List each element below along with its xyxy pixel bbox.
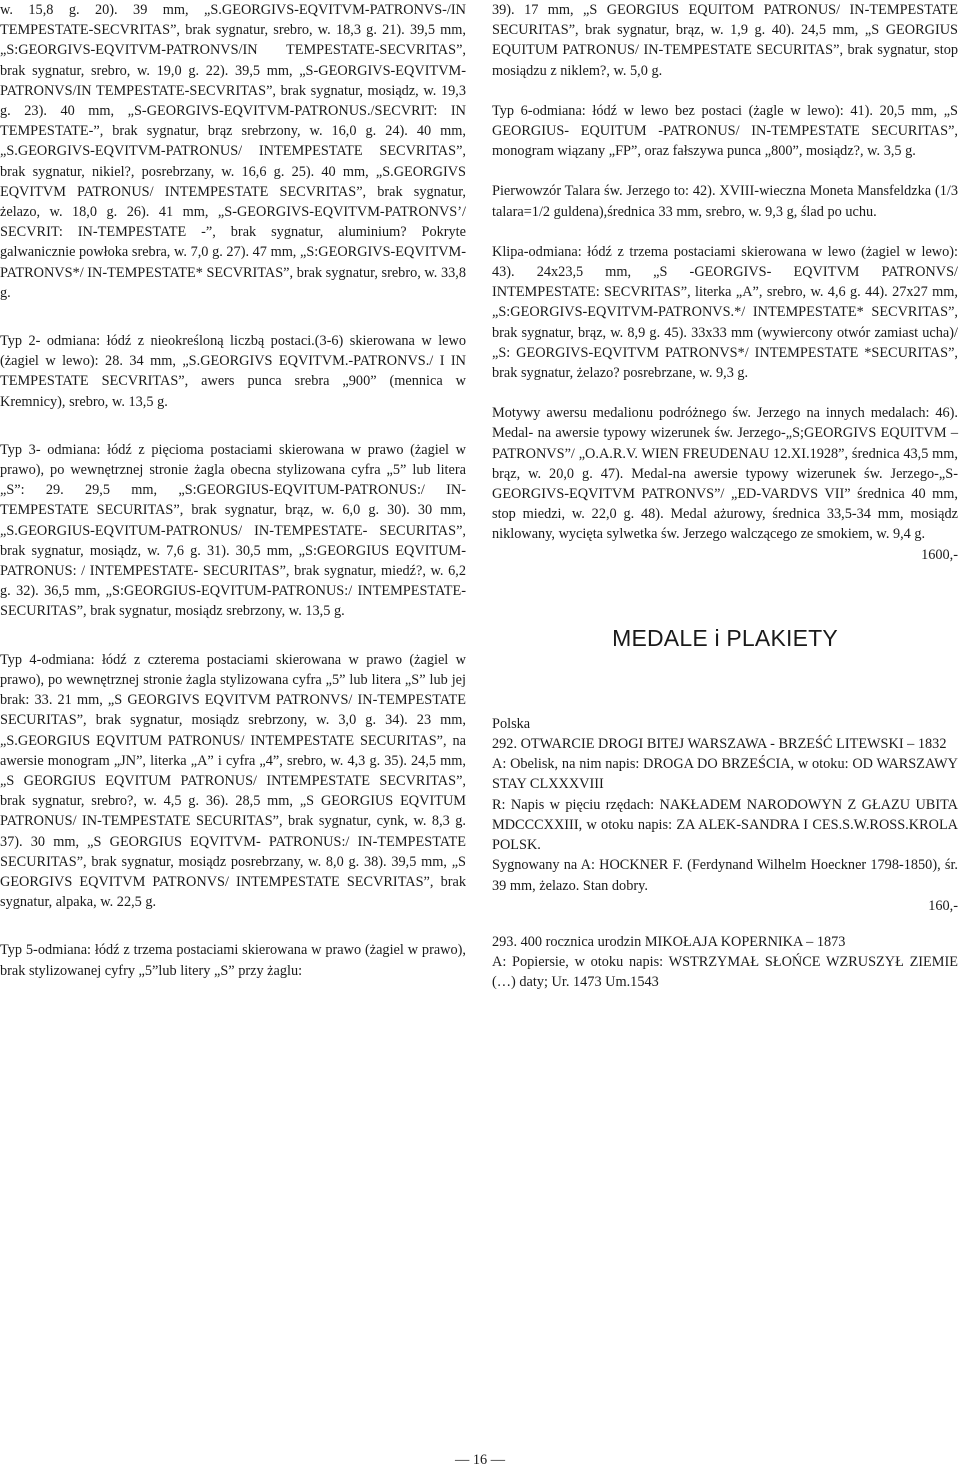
typ2-paragraph: Typ 2- odmiana: łódź z nieokreśloną liczbą postaci.(3-6) skierowana w lewo (żagiel w lewo): 28. 34 mm, „S.GEORGIVS EQVITVM.-PATRONVS./ I IN TEMPESTATE SECVRITAS”, awers punca srebra „900” (mennica w Kremnicy), srebro, w. 13,5 g. [0, 333, 466, 410]
item-292-reverse: R: Napis w pięciu rzędach: NAKŁADEM NARODOWYN Z GŁAZU UBITA MDCCCXXIII, w otoku napis: ZA ALEK-SANDRA I CES.S.W.ROSS.KROLA POLSK. [492, 796, 958, 854]
left-intro-paragraph: w. 15,8 g. 20). 39 mm, „S.GEORGIVS-EQVITVM-PATRONVS-/IN TEMPESTATE-SECVRITAS”, brak sygnatur, srebro, w. 18,3 g. 21). 39,5 mm, „S:GEORGIVS-EQVITVM-PATRONVS/IN TEMPESTATE-SECVRITAS”, brak sygnatur, srebro, w. 19,0 g. 22). 39,5 mm, „S-GEORGIVS-EQVITVM-PATRONVS/IN TEMPESTATE-SECVRITAS”, brak sygnatur, mosiądz, w. 19,3 g. 23). 40 mm, „S-GEORGIVS-EQVITVM-PATRONUS./SECVRIT: IN TEMPESTATE-”, brak sygnatur, brąz srebrzony, w. 16,0 g. 24). 40 mm, „S.GEORGIVS-EQVITVM-PATRONUS/ INTEMPESTATE SECVRITAS”, brak sygnatur, nikiel?, posrebrzany, w. 16,6 g. 25). 40 mm, „S.GEORGIVS EQVITVM PATRONUS/ INTEMPESTATE SECVRITAS”, brak sygnatur, żelazo, w. 18,0 g. 26). 41 mm, „S-GEORGIVS-EQVITVM-PATRONVS’/ SECVRIT: IN-TEMPESTATE -”, brak sygnatur, aluminium? Pokryte galwanicznie powłoka srebra, w. 7,0 g. 27). 47 mm, „S:GEORGIVS-EQVITVM-PATRONVS*/ IN-TEMPESTATE* SECVRITAS”, brak sygnatur, srebro, w. 33,8 g. [0, 2, 466, 301]
page-footer [0, 1450, 960, 1470]
talar-paragraph: Pierwowzór Talara św. Jerzego to: 42). XVIII-wieczna Moneta Mansfeldzka (1/3 talara=1/2 guldena),średnica 33 mm, srebro, w. 9,3 g, ślad po uchu. [492, 183, 958, 220]
typ3-paragraph: Typ 3- odmiana: łódź z pięcioma postaciami skierowana w prawo (żagiel w prawo), po wewnętrznej stronie żagla obecna stylizowana cyfra „5” lub litera „S”: 29. 29,5 mm, „S:GEORGIUS-EQVITUM-PATRONUS:/ IN-TEMPESTATE SECURITAS”, brak sygnatur, brąz, w. 6,0 g. 30). 30 mm, „S.GEORGIUS-EQVITUM-PATRONUS/ IN-TEMPESTATE- SECURITAS”, brak sygnatur, mosiądz, w. 7,6 g. 31). 30,5 mm, „S:GEORGIUS EQVITUM-PATRONUS: / INTEMPESTATE- SECURITAS”, brak sygnatur, miedź?, w. 6,2 g. 32). 36,5 mm, „S:GEORGIUS-EQVITUM-PATRONUS:/ INTEMPESTATE- SECURITAS”, brak sygnatur, mosiądz srebrzony, w. 13,5 g. [0, 441, 466, 620]
page-number: — 16 — [454, 1452, 506, 1468]
typ6-paragraph: Typ 6-odmiana: łódź w lewo bez postaci (żagle w lewo): 41). 20,5 mm, „S GEORGIUS- EQUITUM -PATRONUS/ IN-TEMPESTATE SECURITAS”, monogram wiązany „FP”, oraz fałszywa punca „800”, mosiądz?, w. 3,5 g. [492, 102, 958, 160]
item-292-obverse: A: Obelisk, na nim napis: DROGA DO BRZEŚCIA, w otoku: OD WARSZAWY STAY CLXXXVIII [492, 756, 958, 793]
typ5-paragraph: Typ 5-odmiana: łódź z trzema postaciami skierowana w prawo (żagiel w prawo), brak stylizowanej cyfry „5”lub litery „S” przy żaglu: [0, 942, 466, 979]
item-293-obverse: A: Popiersie, w otoku napis: WSTRZYMAŁ SŁOŃCE WZRUSZYŁ ZIEMIE (…) daty; Ur. 1473 Um.1543 [492, 954, 958, 991]
right-intro-paragraph: 39). 17 mm, „S GEORGIUS EQUITOM PATRONUS/ IN-TEMPESTATE SECURITAS”, brak sygnatur, brąz, w. 1,9 g. 40). 24,5 mm, „S GEORGIUS EQUITUM PATRONUS/ IN-TEMPESTATE SECURITAS”, brak sygnatur, stop mosiądzu z niklem?, w. 5,0 g. [492, 2, 958, 79]
item-293-title: 293. 400 rocznica urodzin MIKOŁAJA KOPERNIKA – 1873 [492, 933, 846, 950]
right-column [492, 0, 958, 993]
item-292-price: 160,- [928, 897, 958, 914]
typ4-paragraph: Typ 4-odmiana: łódź z czterema postaciami skierowana w prawo (żagiel w prawo), po wewnętrznej stronie żagla stylizowana cyfra „5” lub litera „S” lub jej brak: 33. 21 mm, „S GEORGIVS EQVITVM PATRONVS/ IN-TEMPESTATE SECURITAS”, brak sygnatur, mosiądz srebrzony, w. 3,0 g. 34). 23 mm, „S.GEORGIUS EQVITUM PATRONUS/ INTEMPESTATE SECURITAS”, na awersie monogram „JN”, literka „A” i cyfra „4”, srebro, w. 4,3 g. 35). 24,5 mm, „S GEORGIUS EQVITUM PATRONUS/ INTEMPESTATE SECVRITAS”, brak sygnatur, srebro?, w. 4,5 g. 36). 28,5 mm, „S GEORGIUS EQVITUM PATRONUS/ IN-TEMPESTATE SECURITAS”, brak sygnatur, cynk, w. 8,3 g. 37). 30 mm, „S GEORGIUS EQVITVM- PATRONUS:/ IN-TEMPESTATE SECURITAS”, brak sygnatur, mosiądz posrebrzany, w. 8,0 g. 38). 39,5 mm, „S GEORGIVS EQVITVM PATRONVS/ INTEMPESTATE SECVRITAS”, brak sygnatur, alpaka, w. 22,5 g. [0, 651, 466, 911]
left-column [0, 0, 466, 981]
country-label: Polska [492, 715, 531, 732]
item-292-title: 292. OTWARCIE DROGI BITEJ WARSZAWA - BRZEŚĆ LITEWSKI – 1832 [492, 736, 947, 753]
klipa-paragraph: Klipa-odmiana: łódź z trzema postaciami skierowana w lewo (żagiel w lewo): 43). 24x23,5 mm, „S -GEORGIVS- EQVITVM PATRONVS/ INTEMPESTATE: SECVRITAS”, literka „A”, srebro, w. 4,6 g. 44). 27x27 mm, „S:GEORGIVS-EQVITVM-PATRONVS.*/ INTEMPESTATE* SECVRITAS”, brak sygnatur, brąz, w. 8,9 g. 45). 33x33 mm (wywiercony otwór zamiast ucha)/ „S: GEORGIVS-EQVITVM PATRONVS*/ INTEMPESTATE *SECURITAS”, brak sygnatur, żelazo? posrebrzane, w. 9,3 g. [492, 243, 958, 382]
motywy-paragraph: Motywy awersu medalionu podróżnego św. Jerzego na innych medalach: 46). Medal- na awersie typowy wizerunek św. Jerzego-„S;GEORGIVS EQUITVM – PATRONVS”/ „O.A.R.V. WIEN FREUDENAU 12.XI.1928”, średnica 43,5 mm, brąz, w. 20,0 g. 47). Medal-na awersie typowy wizerunek św. Jerzego-„S-GEORGIVS-EQVITVM PATRONVS”/ „ED-VARDVS VII” średnica 40 mm, stop miedzi, w. 22,0 g. 48). Medal ażurowy, średnica 33,5-34 mm, mosiądz niklowany, wycięta sylwetka św. Jerzego walczącego ze smokiem, w. 9,4 g. [492, 405, 958, 543]
motywy-price: 1600,- [921, 546, 958, 563]
section-title: MEDALE i PLAKIETY [612, 624, 838, 651]
item-292-signature: Sygnowany na A: HOCKNER F. (Ferdynand Wilhelm Hoeckner 1798-1850), śr. 39 mm, żelazo. Stan dobry. [492, 857, 958, 894]
